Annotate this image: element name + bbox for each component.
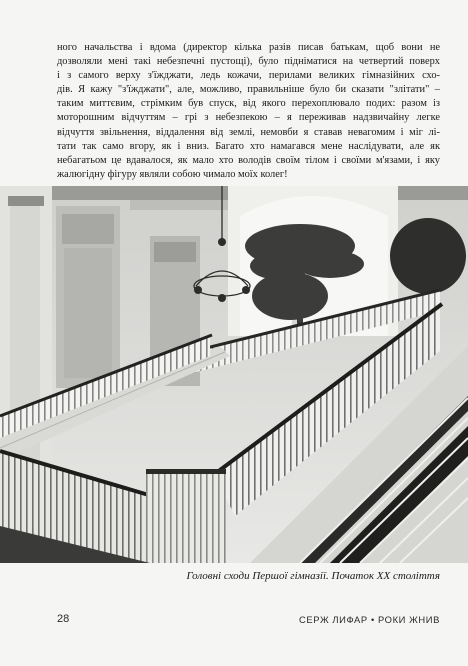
text-line: ного начальства і вдома (директор кілька разів писав батькам, щоб вони не xyxy=(57,42,440,53)
text-line: небагатьом це вдавалося, як мало хто володів своїм тілом і своїми м'язами, і яку xyxy=(57,154,440,166)
text-line: тати так само вгору, як і вниз. Багато хто намагався мене наслідувати, але як xyxy=(57,140,440,152)
page-number: 28 xyxy=(57,613,70,625)
text-line: дозволяли мені такі небезпечні пустощі), було підніматися на четвертий поверх xyxy=(57,56,440,68)
text-line: таким миттєвим, стрімким був спуск, від якого перехоплювало подих: разом із xyxy=(57,98,440,110)
text-line: і з самого верху з'їжджати, ледь кожачи, перилами великих гімназійних схо- xyxy=(57,70,440,82)
body-paragraph xyxy=(57,41,440,182)
text-line: відчуття звільнення, віддалення від землі, немовби я ставав невагомим і міг лі- xyxy=(57,126,440,138)
staircase-photograph xyxy=(0,186,468,563)
running-head: СЕРЖ ЛИФАР • РОКИ ЖНИВ xyxy=(298,614,440,625)
text-line: моторошним відчуттям – грі з небезпекою – я переживав надзвичайну легке xyxy=(57,112,440,124)
text-line: жалюгідну фігуру являли собою чимало моїх колег! xyxy=(57,168,288,180)
text-line: дів. Я кажу "з'їжджати", але, можливо, правильніше було би сказати "злітати" – xyxy=(57,84,440,96)
photo-caption: Головні сходи Першої гімназії. Початок XX століття xyxy=(186,570,440,582)
